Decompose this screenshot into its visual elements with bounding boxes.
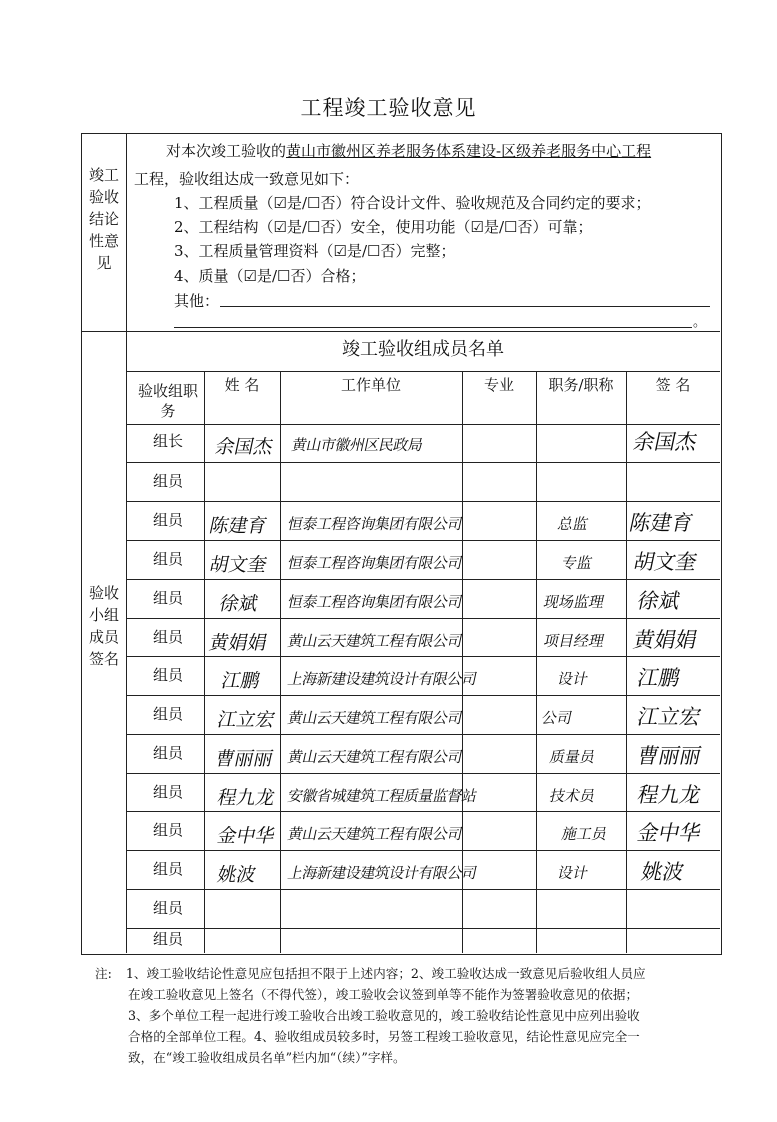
member-position: 专监 [559, 554, 594, 572]
note-line-1: 1、竣工验收结论性意见应包括担不限于上述内容；2、竣工验收达成一致意见后验收组人员应 [125, 966, 646, 981]
member-role: 组员 [152, 705, 183, 723]
member-position: 技术员 [547, 787, 597, 805]
member-unit: 上海新建设建筑设计有限公司 [285, 864, 479, 882]
member-role: 组员 [152, 511, 183, 529]
member-signature: 江立宏 [635, 705, 704, 729]
member-name: 金中华 [215, 825, 278, 847]
member-name: 姚波 [215, 864, 259, 886]
member-role: 组员 [152, 666, 183, 684]
opinion-item-1: 1、工程质量（☑是/☐否）符合设计文件、验收规范及合同约定的要求； [174, 194, 651, 212]
opinion-item-2: 2、工程结构（☑是/☐否）安全，使用功能（☑是/☐否）可靠； [174, 218, 593, 236]
table-row [82, 618, 720, 656]
note-line-2: 在竣工验收意见上签名（不得代签），竣工验收会议签到单等不能作为签署验收意见的依据； [128, 987, 639, 1002]
table-row [82, 734, 720, 773]
member-role: 组员 [152, 899, 183, 917]
opinion-side-label: 竣工 验收 结论 性意 见 [88, 166, 119, 272]
member-unit: 安徽省城建筑工程质量监督站 [285, 787, 479, 805]
opinion-item-4: 4、质量（☑是/☐否）合格； [174, 267, 366, 285]
note-label: 注: [95, 966, 112, 981]
member-role: 组长 [152, 432, 183, 450]
member-name: 江鹏 [219, 670, 263, 692]
note-line-3: 3、多个单位工程一起进行竣工验收合出竣工验收意见的，竣工验收结论性意见中应列出验收 [128, 1008, 640, 1023]
member-role: 组员 [152, 744, 183, 762]
table-row [82, 501, 720, 540]
table-row [82, 579, 720, 618]
other-label: 其他： [174, 292, 220, 310]
end-mark: 。 [693, 315, 707, 330]
members-heading: 竣工验收组成员名单 [342, 339, 504, 360]
form-frame [81, 133, 722, 955]
member-signature: 江鹏 [635, 666, 683, 690]
opinion-intro-suffix: 工程，验收组达成一致意见如下： [134, 170, 360, 188]
member-name: 程九龙 [215, 787, 278, 809]
col-position-header: 职务/职称 [548, 376, 614, 394]
member-role: 组员 [152, 628, 183, 646]
member-name: 余国杰 [213, 436, 276, 458]
table-row [82, 540, 720, 579]
member-position: 项目经理 [541, 632, 606, 650]
heading-divider [126, 371, 720, 372]
member-signature: 程九龙 [635, 783, 704, 807]
member-position: 设计 [555, 670, 590, 688]
member-role: 组员 [152, 821, 183, 839]
note-line-5: 致，在“竣工验收组成员名单”栏内加“（续）”字样。 [128, 1050, 406, 1065]
table-row [82, 656, 720, 695]
member-name: 陈建育 [207, 515, 270, 537]
project-name: 黄山市徽州区养老服务体系建设-区级养老服务中心工程 [286, 142, 652, 160]
member-unit: 恒泰工程咨询集团有限公司 [285, 515, 464, 533]
col-role-header: 验收组职务 [137, 382, 198, 420]
member-signature: 曹丽丽 [635, 744, 704, 768]
member-role: 组员 [152, 860, 183, 878]
opinion-intro: 对本次竣工验收的黄山市徽州区养老服务体系建设-区级养老服务中心工程 [166, 142, 652, 160]
member-signature: 胡文奎 [631, 550, 700, 574]
other-blank-line-1 [220, 306, 710, 307]
member-role: 组员 [152, 930, 183, 948]
member-role: 组员 [152, 550, 183, 568]
member-unit: 黄山云天建筑工程有限公司 [285, 632, 464, 650]
table-row [82, 928, 720, 953]
member-name: 黄娟娟 [207, 632, 270, 654]
member-unit: 上海新建设建筑设计有限公司 [285, 670, 479, 688]
table-row [82, 850, 720, 889]
table-row [82, 811, 720, 850]
member-position: 设计 [555, 864, 590, 882]
member-position: 公司 [539, 709, 574, 727]
col-unit-header: 工作单位 [340, 376, 401, 394]
member-position: 施工员 [559, 825, 609, 843]
member-signature: 姚波 [639, 860, 687, 884]
other-blank-line-2 [174, 327, 692, 328]
table-row [82, 424, 720, 462]
member-role: 组员 [152, 472, 183, 490]
member-position: 现场监理 [541, 593, 606, 611]
table-row [82, 462, 720, 501]
member-name: 曹丽丽 [213, 748, 276, 770]
member-unit: 黄山云天建筑工程有限公司 [285, 709, 464, 727]
footnote [95, 963, 715, 1068]
table-row [82, 695, 720, 734]
member-unit: 黄山市徽州区民政局 [289, 436, 425, 454]
section-divider [82, 331, 720, 332]
members-side-label: 验收 小组 成员 签名 [88, 584, 119, 668]
member-unit: 恒泰工程咨询集团有限公司 [285, 554, 464, 572]
member-signature: 黄娟娟 [631, 628, 700, 652]
member-position: 质量员 [547, 748, 597, 766]
member-signature: 徐斌 [635, 589, 683, 613]
member-role: 组员 [152, 783, 183, 801]
member-signature: 金中华 [635, 821, 704, 845]
member-position: 总监 [555, 515, 590, 533]
col-sign-header: 签 名 [655, 376, 691, 394]
page-title: 工程竣工验收意见 [300, 96, 477, 120]
table-row [82, 889, 720, 928]
note-line-4: 合格的全部单位工程。4、验收组成员较多时，另签工程竣工验收意见，结论性意见应完全一 [128, 1029, 640, 1044]
member-signature: 余国杰 [631, 430, 700, 454]
member-unit: 恒泰工程咨询集团有限公司 [285, 593, 464, 611]
member-name: 江立宏 [215, 709, 278, 731]
member-unit: 黄山云天建筑工程有限公司 [285, 825, 464, 843]
member-signature: 陈建育 [627, 511, 696, 535]
table-row [82, 773, 720, 811]
member-unit: 黄山云天建筑工程有限公司 [285, 748, 464, 766]
member-role: 组员 [152, 589, 183, 607]
member-name: 徐斌 [217, 593, 261, 615]
opinion-item-3: 3、工程质量管理资料（☑是/☐否）完整； [174, 242, 456, 260]
member-name: 胡文奎 [207, 554, 270, 576]
col-major-header: 专业 [483, 376, 514, 394]
col-name-header: 姓 名 [224, 376, 260, 394]
